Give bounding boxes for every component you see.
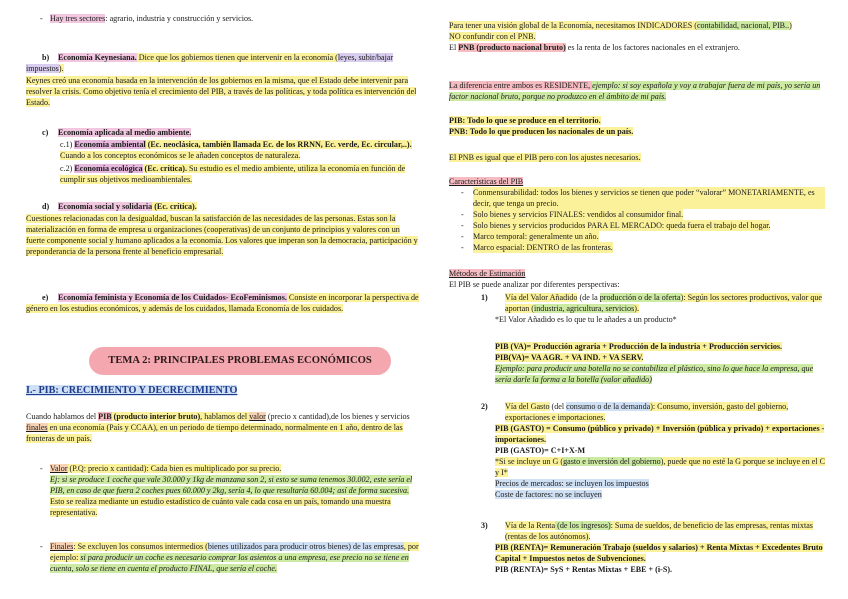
economia-ecologica: c.2) Economía ecológica (Ec. crítica). Su estudio es el medio ambiente, utiliza la economía en función de cumplir sus objetivos medioambientales. bbox=[60, 164, 406, 184]
sectores-highlight: Hay tres sectores bbox=[50, 14, 106, 23]
tema-2-title: TEMA 2: PRINCIPALES PROBLEMAS ECONÓMICOS bbox=[89, 347, 391, 375]
sectores-item: - Hay tres sectores: agrario, industria y construcción y servicios. bbox=[40, 14, 254, 23]
social-solidaria-text: Cuestiones relacionadas con la desigualdad, buscan la satisfacción de las necesidades de las personas. Estas son la materialización en forma de empresa u organizaciones (cooperativas) de un conjunto de principios y valores con un fuerte componente social y humano aplicados a la economía. Los valores que imperan son la democracia, participación y preponderancia de la persona frente al beneficio empresarial. bbox=[26, 214, 418, 256]
keynesiana-heading: b) Economía Keynesiana. Dice que los gobiernos tienen que intervenir en la economía (leyes, subir/bajar impuestos). bbox=[26, 53, 394, 73]
caracteristicas-title: Características del PIB bbox=[449, 177, 524, 186]
social-solidaria-heading: d) Economía social y solidaria (Ec. crítica). bbox=[42, 202, 197, 211]
caracteristica-item: - Solo bienes y servicios producidos PARA EL MERCADO: queda fuera el trabajo del hogar. bbox=[461, 221, 771, 230]
feminista-heading: e) Economía feminista y Economía de los Cuidados- EcoFeminismos. Consiste en incorporar la perspectiva de género en los estudios económicos, y además de los cuidados, llamada Economía de los cuidados. bbox=[26, 293, 419, 313]
pib-definition: Cuando hablamos del PIB (producto interior bruto), hablamos del valor (precio x cantidad),de los bienes y servicios finales en una economía (País y CCAA), en un periodo de tiempo determinado, normalmente en 1 año, dentro de las fronteras de un país. bbox=[26, 412, 410, 443]
caracteristica-item: - Conmensurabilidad: todos los bienes y servicios se tienen que poder “valorar” MONETARIAMENTE, es decir, que tenga un precio. bbox=[449, 187, 825, 209]
finales-item: - Finales: Se excluyen los consumos intermedios (bienes utilizados para producir otros bienes) de las empresas, por ejemplo: si para producir un coche es necesario comprar los asientos a una empresa, ese precio no se tiene en cuenta, solo se tiene en cuenta el producto FINAL, que sería el coche. bbox=[40, 542, 419, 573]
economia-ambiental: c.1) Economía ambiental (Ec. neoclásica, también llamada Ec. de los RRNN, Ec. verde, Ec. circular,..). Cuando a los conceptos económicos se le añaden conceptos de naturaleza. bbox=[60, 140, 412, 160]
section-title: I.- PIB: CRECIMIENTO Y DECRECIMIENTO bbox=[26, 385, 238, 396]
keynes-paragraph: Keynes creó una economía basada en la intervención de los gobiernos en la misma, que el Estado debe intervenir para resolver la crisis. Como objetivo tenía el crecimiento del PIB, a través de las políticas, y toda política es intervención del Estado. bbox=[26, 76, 417, 107]
diferencia-text: La diferencia entre ambos es RESIDENTE, ejemplo: si soy española y voy a trabajar fuera de mi país, yo sería un factor nacional bruto, porque no produzco en el ámbito de mi país. bbox=[449, 81, 821, 101]
metodo-gasto: 2) Vía del Gasto (del consumo o de la demanda): Consumo, inversión, gasto del gobierno, exportaciones e importaciones. PIB (GASTO) = Consumo (público y privado) + Inversión (pública y privado) + exportaciones - importaciones. PIB (GASTO)= C+I+X-M *Si se incluye un G (gasto e inversión del gobierno), puede que no esté la G porque se incluye en el C y I* Precios de mercados: se incluyen los impuestos Coste de factores: no se incluyen bbox=[481, 402, 825, 499]
pib-pnb-defs: PIB: Todo lo que se produce en el territorio. PNB: Todo lo que producen los nacionales de un país. bbox=[449, 116, 634, 136]
caracteristicas-list bbox=[449, 187, 825, 253]
metodo-valor-anadido: 1) Vía del Valor Añadido (de la producción o de la oferta): Según los sectores productivos, valor que aportan (industria, agricultura, servicios). *El Valor Añadido es lo que tu le añades a un producto* bbox=[481, 293, 823, 324]
caracteristica-item: - Marco temporal: generalmente un año. bbox=[461, 232, 599, 241]
indicadores-text: Para tener una visión global de la Economía, necesitamos INDICADORES (contabilidad, nacional, PIB..) NO confundir con el PNB. El PNB (producto nacional bruto) es la renta de los factores nacionales en el extranjero. bbox=[449, 21, 792, 52]
valor-item: - Valor (P.Q: precio x cantidad): Cada bien es multiplicado por su precio. Ej: si se produce 1 coche que vale 30.000 y 1kg de manzana son 2, si esto se suma tenemos 30.002, este sería el PIB, en caso de que fuera 2 coches pues 60.000 y 2kg, sería 4, lo que resultaría 60.004; así de forma sucesiva. Esto se realiza mediante un estudio estadístico de cuánto vale cada cosa en un país, tomando una muestra representativa. bbox=[40, 464, 413, 517]
metodos-title: Métodos de Estimación El PIB se puede analizar por diferentes perspectivas: bbox=[449, 269, 620, 289]
pnb-igual-text: El PNB es igual que el PIB pero con los ajustes necesarios. bbox=[449, 153, 641, 162]
metodo-renta: 3) Vía de la Renta (de los ingresos): Suma de sueldos, de beneficio de las empresas, rentas mixtas (rentas de los autónomos). PIB (RENTA)= Remuneración Trabajo (sueldos y salarios) + Renta Mixtas + Excedentes Bruto Capital + Impuestos netos de Subvenciones. PIB (RENTA)= SyS + Rentas Mixtas + EBE + (i-S). bbox=[481, 521, 823, 574]
medio-ambiente-heading: c) Economía aplicada al medio ambiente. bbox=[42, 128, 192, 137]
caracteristica-item: - Solo bienes y servicios FINALES: vendidos al consumidor final. bbox=[461, 210, 684, 219]
formula-valor-anadido: PIB (VA)= Producción agraria + Producción de la industria + Producción servicios. PIB(VA)= VA AGR. + VA IND. + VA SERV. Ejemplo: para producir una botella no se contabiliza el plástico, sino lo que hace la empresa, que sería darle la forma a la botella (valor añadido) bbox=[495, 342, 814, 384]
caracteristica-item: - Marco espacial: DENTRO de las fronteras. bbox=[461, 243, 613, 252]
